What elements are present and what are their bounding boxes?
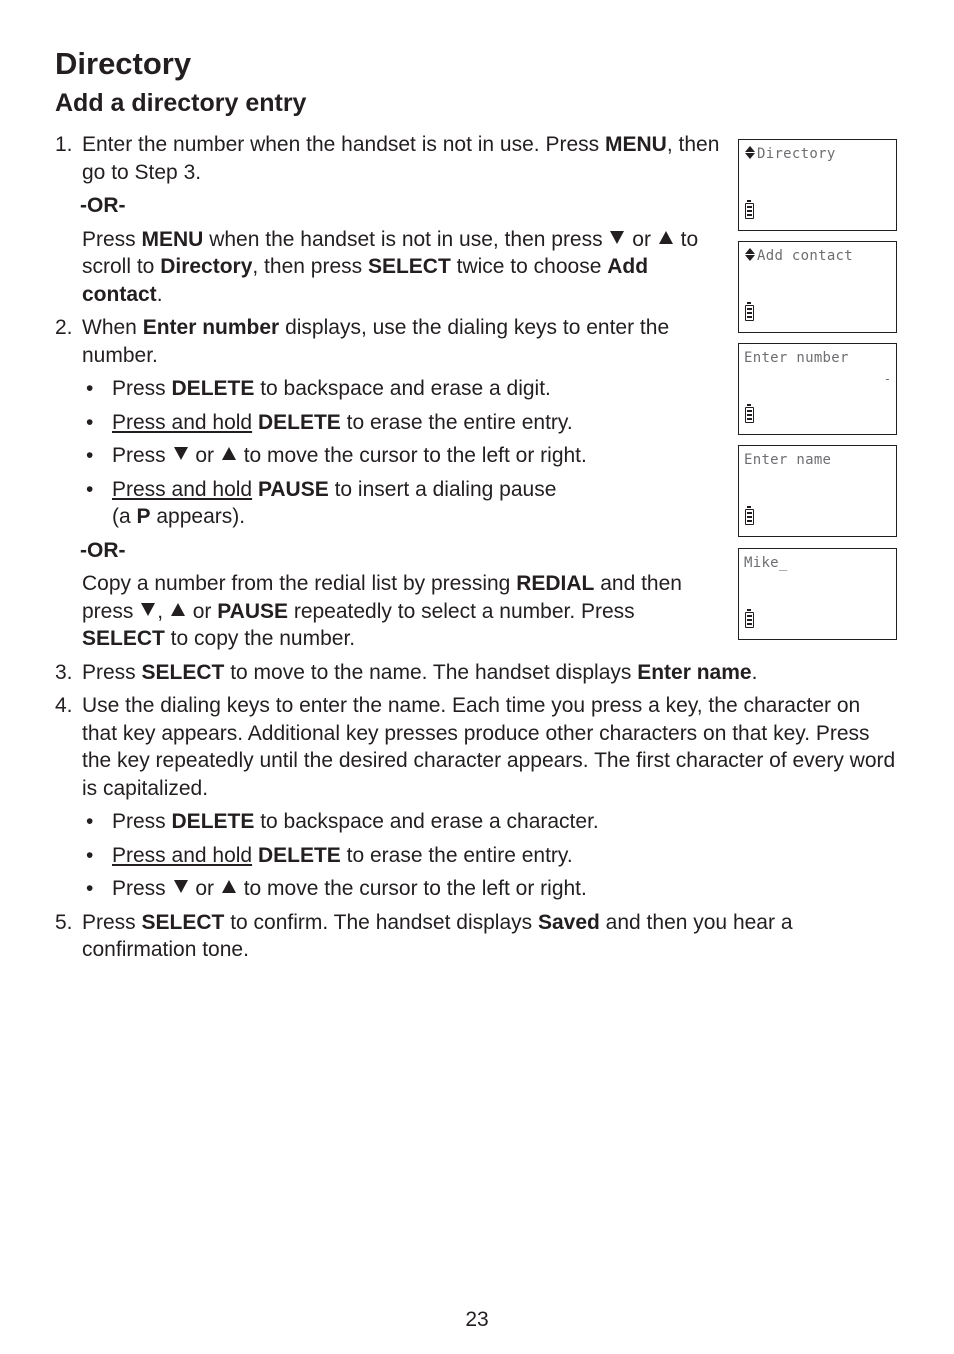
text: Press	[82, 910, 142, 934]
text: When	[82, 316, 143, 339]
text: ,	[157, 599, 169, 623]
screen-label: Enter number	[744, 350, 849, 366]
up-arrow-icon	[171, 603, 185, 616]
bullet-item	[82, 409, 692, 437]
bullet-dot: •	[86, 477, 94, 501]
text: to erase the entire entry.	[340, 843, 573, 867]
display-saved: Saved	[537, 910, 600, 934]
step-3	[55, 659, 897, 687]
menu-directory: Directory	[160, 255, 253, 278]
bullet-dot: •	[86, 877, 94, 900]
key-menu: MENU	[141, 227, 204, 251]
battery-icon	[745, 407, 754, 423]
text: Press	[82, 227, 142, 251]
step-number: 5.	[55, 910, 73, 934]
step-2	[55, 314, 692, 653]
text: repeatedly to select a number. Press	[288, 599, 635, 623]
text: Enter the number when the handset is not in use. Press	[82, 133, 605, 156]
screen-text	[744, 248, 853, 264]
key-delete: DELETE	[171, 377, 255, 400]
text: Press	[112, 377, 172, 400]
section-subtitle: Add a directory entry	[55, 89, 307, 117]
text: displays, use the dialing keys to enter the number.	[82, 316, 670, 367]
key-redial: REDIAL	[516, 572, 595, 595]
bullet-item	[82, 476, 692, 531]
pause-symbol: P	[136, 505, 151, 528]
page-number: 23	[465, 1308, 489, 1331]
key-select: SELECT	[367, 255, 451, 278]
screen-label: Add contact	[757, 248, 854, 264]
menu-add-contact: Add contact	[82, 255, 649, 306]
text: to scroll to	[82, 227, 699, 278]
scroll-arrows-icon	[744, 146, 756, 160]
step-text: Use the dialing keys to enter the name. Each time you press a key, the character on that key appears. Additional key presses produce other characters on that key. Press the key repeatedly until the desired character appears. The first character of every word is capitalized.	[82, 694, 896, 800]
bullet-item	[82, 442, 692, 470]
text: to move the cursor to the left or right.	[237, 444, 587, 467]
text: or	[186, 599, 218, 623]
cursor-dash: -	[883, 372, 891, 386]
text: and then you hear a confirmation tone.	[82, 910, 793, 961]
handset-screen-enter-name	[738, 445, 897, 537]
key-select: SELECT	[141, 910, 225, 934]
battery-icon	[745, 612, 754, 628]
up-arrow-icon	[659, 231, 673, 244]
text: or	[189, 444, 220, 467]
step-text	[82, 909, 897, 964]
underlined-text: Press and hold	[112, 410, 253, 434]
key-delete: DELETE	[171, 810, 255, 833]
page-title: Directory	[55, 46, 192, 81]
battery-icon	[745, 203, 754, 219]
screen-label: Enter name	[744, 452, 832, 468]
step-text-alt	[82, 226, 727, 309]
step-text	[82, 131, 727, 186]
bullet-dot: •	[86, 843, 94, 867]
text: , then go to Step 3.	[82, 133, 720, 184]
text: to erase the entire entry.	[340, 410, 573, 434]
battery-icon	[745, 305, 754, 321]
display-enter-name: Enter name	[637, 660, 752, 684]
key-delete: DELETE	[257, 843, 341, 867]
text: appears).	[150, 505, 246, 528]
text: , then press	[252, 255, 368, 278]
step-4	[55, 692, 897, 903]
screen-text	[744, 146, 836, 162]
down-arrow-icon	[141, 603, 155, 616]
bullet-dot: •	[86, 444, 94, 467]
text: to backspace and erase a character.	[254, 810, 599, 833]
step-number: 3.	[55, 660, 73, 684]
underlined-text: Press and hold	[112, 843, 253, 867]
down-arrow-icon	[610, 231, 624, 244]
down-arrow-icon	[174, 447, 188, 460]
up-arrow-icon	[222, 880, 236, 893]
key-pause: PAUSE	[257, 477, 329, 501]
text: twice to choose	[450, 255, 608, 278]
key-select: SELECT	[82, 627, 165, 650]
key-pause: PAUSE	[217, 599, 288, 623]
bullet-item	[82, 875, 897, 903]
key-menu: MENU	[604, 133, 667, 156]
step-1	[55, 131, 727, 308]
screen-label: Mike_	[744, 555, 788, 571]
handset-screen-directory	[738, 139, 897, 231]
text: to copy the number.	[164, 627, 356, 650]
step-text	[82, 314, 692, 369]
step-text	[82, 659, 897, 687]
handset-screen-add-contact	[738, 241, 897, 333]
bullet-dot: •	[86, 377, 94, 400]
handset-screen-name-entry	[738, 548, 897, 640]
screen-label: Directory	[757, 146, 836, 162]
key-select: SELECT	[141, 660, 225, 684]
text: .	[751, 660, 758, 684]
handset-screen-enter-number	[738, 343, 897, 435]
text: Copy a number from the redial list by pressing	[82, 572, 517, 595]
bullet-item	[82, 375, 692, 403]
down-arrow-icon	[174, 880, 188, 893]
step-number: 2.	[55, 316, 73, 339]
text: or	[189, 877, 220, 900]
step-number: 4.	[55, 694, 73, 717]
key-delete: DELETE	[257, 410, 341, 434]
text: Press	[112, 810, 172, 833]
bullet-item	[82, 842, 897, 870]
text: when the handset is not in use, then press	[203, 227, 609, 251]
text: to insert a dialing pause	[328, 477, 557, 501]
bullet-dot: •	[86, 410, 94, 434]
text: to move the cursor to the left or right.	[237, 877, 587, 900]
battery-icon	[745, 509, 754, 525]
underlined-text: Press and hold	[112, 477, 253, 501]
text: or	[626, 227, 657, 251]
up-arrow-icon	[222, 447, 236, 460]
step-text-alt	[82, 570, 692, 653]
bullet-item	[82, 808, 897, 836]
or-separator: -OR-	[80, 194, 126, 217]
step-5	[55, 909, 897, 964]
text: to backspace and erase a digit.	[254, 377, 551, 400]
scroll-arrows-icon	[744, 248, 756, 262]
text: .	[156, 282, 163, 306]
text: Press	[112, 444, 172, 467]
text: (a	[112, 505, 137, 528]
or-separator: -OR-	[80, 538, 126, 562]
text: Press	[112, 877, 172, 900]
text: and then press	[82, 572, 682, 623]
display-enter-number: Enter number	[142, 316, 280, 339]
text: Press	[82, 660, 142, 684]
text: to move to the name. The handset displays	[224, 660, 638, 684]
step-number: 1.	[55, 133, 73, 156]
text: to confirm. The handset displays	[224, 910, 538, 934]
bullet-dot: •	[86, 810, 94, 833]
